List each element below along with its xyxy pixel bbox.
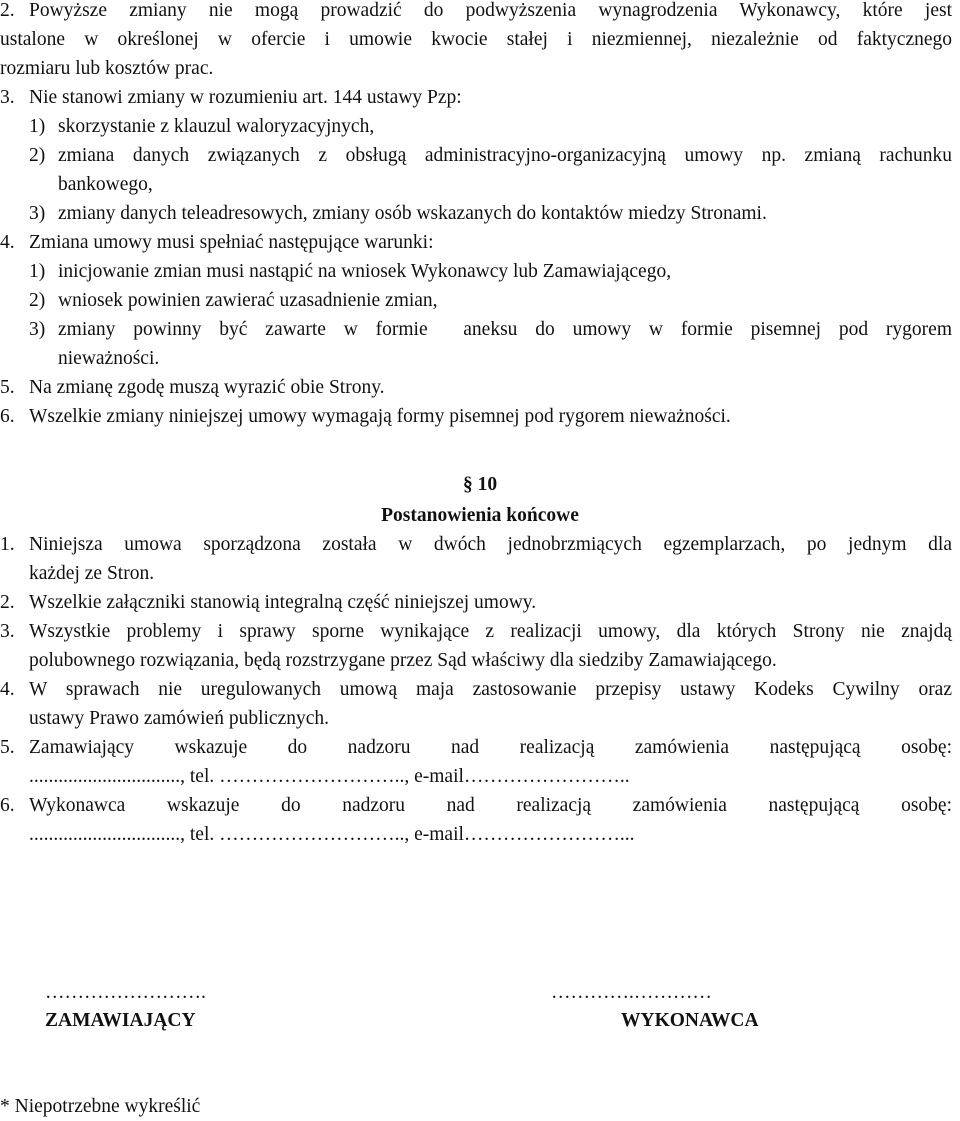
final-paragraph-2: 2. Wszelkie załączniki stanowią integralną część niniejszej umowy. bbox=[0, 592, 537, 613]
subitem-4-1: 1) inicjowanie zmian musi nastąpić na wniosek Wykonawcy lub Zamawiającego, bbox=[29, 261, 672, 282]
section-number: § 10 bbox=[462, 474, 498, 495]
paragraph-3: 3. Nie stanowi zmiany w rozumieniu art. 144 ustawy Pzp: bbox=[0, 87, 462, 108]
subitem-4-3: 3) zmiany powinny być zawarte w formie aneksu do umowy w formie pisemnej pod rygorem nieważności. bbox=[29, 319, 952, 369]
final-paragraph-4: 4. W sprawach nie uregulowanych umową maja zastosowanie przepisy ustawy Kodeks Cywilny oraz ustawy Prawo zamówień publicznych. bbox=[0, 679, 952, 729]
final-paragraph-5: 5. Zamawiający wskazuje do nadzoru nad realizacją zamówienia następującą osobę: ..............................., tel. ……………………….., e-mail…………………….. bbox=[0, 737, 952, 787]
paragraph-6: 6. Wszelkie zmiany niniejszej umowy wymagają formy pisemnej pod rygorem nieważności. bbox=[0, 406, 731, 427]
final-paragraph-6: 6. Wykonawca wskazuje do nadzoru nad realizacją zamówienia następującą osobę: ..............................., tel. ……………………….., e-mail……………………... bbox=[0, 795, 952, 845]
paragraph-4: 4. Zmiana umowy musi spełniać następujące warunki: bbox=[0, 232, 434, 253]
subitem-4-2: 2) wniosek powinien zawierać uzasadnienie zmian, bbox=[29, 290, 438, 311]
subitem-3-1: 1) skorzystanie z klauzul waloryzacyjnych, bbox=[29, 116, 375, 137]
subitem-3-3: 3) zmiany danych teleadresowych, zmiany osób wskazanych do kontaktów miedzy Stronami. bbox=[29, 203, 767, 224]
signature-label-zamawiajacy: ZAMAWIAJĄCY bbox=[45, 1010, 196, 1031]
section-title: Postanowienia końcowe bbox=[381, 505, 579, 526]
subitem-3-2: 2) zmiana danych związanych z obsługą administracyjno-organizacyjną umowy np. zmianą rachunku bankowego, bbox=[29, 145, 952, 195]
footnote: * Niepotrzebne wykreślić bbox=[0, 1096, 201, 1117]
signature-label-wykonawca: WYKONAWCA bbox=[621, 1010, 759, 1031]
final-paragraph-1: 1. Niniejsza umowa sporządzona została w dwóch jednobrzmiących egzemplarzach, po jednym dla każdej ze Stron. bbox=[0, 534, 952, 584]
paragraph-2: 2. Powyższe zmiany nie mogą prowadzić do podwyższenia wynagrodzenia Wykonawcy, które jest ustalone w określonej w ofercie i umowie kwocie stałej i niezmiennej, niezależnie od faktycznego rozmiaru lub kosztów prac. bbox=[0, 0, 952, 79]
final-paragraph-3: 3. Wszystkie problemy i sprawy sporne wynikające z realizacji umowy, dla których Strony nie znajdą polubownego rozwiązania, będą rozstrzygane przez Sąd właściwy dla siedziby Zamawiającego. bbox=[0, 621, 952, 671]
signature-line-right: ………….………… bbox=[551, 982, 712, 1003]
paragraph-5: 5. Na zmianę zgodę muszą wyrazić obie Strony. bbox=[0, 377, 385, 398]
signature-line-left: ……………………. bbox=[45, 982, 206, 1003]
